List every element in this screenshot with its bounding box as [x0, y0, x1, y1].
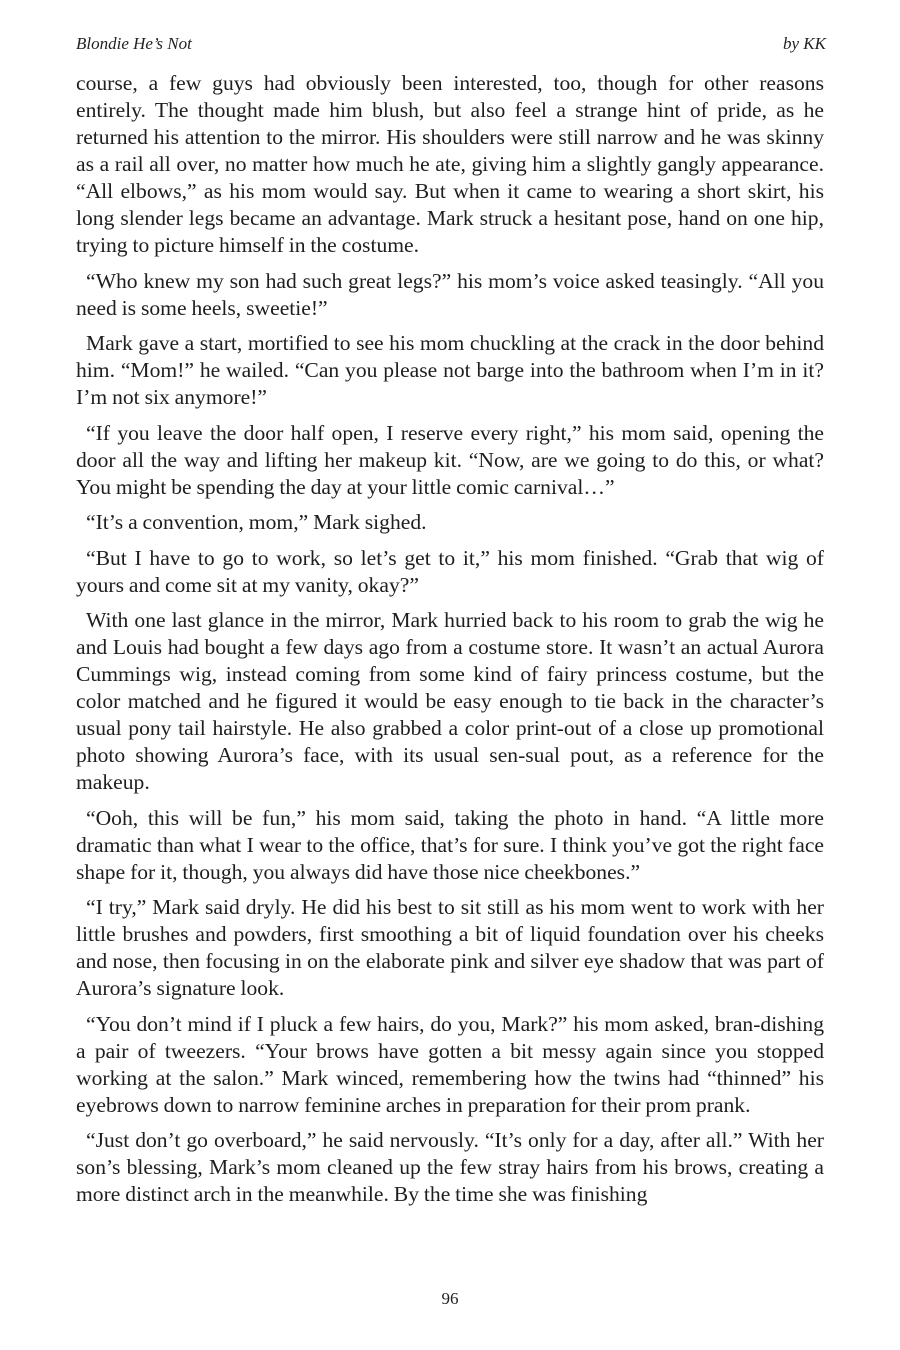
- paragraph: “I try,” Mark said dryly. He did his best to sit still as his mom went to work with her little brushes and powders, first smoothing a bit of liquid foundation over his cheeks and nose, then focusing in on the elaborate pink and silver eye shadow that was part of Aurora’s signature look.: [76, 895, 824, 1000]
- paragraph: “It’s a convention, mom,” Mark sighed.: [86, 510, 427, 534]
- paragraph: “Ooh, this will be fun,” his mom said, taking the photo in hand. “A little more dramatic than what I wear to the office, that’s for sure. I think you’ve got the right face shape for it, though, you always did have those nice cheekbones.”: [76, 805, 824, 884]
- paragraph: “If you leave the door half open, I reserve every right,” his mom said, opening the door all the way and lifting her makeup kit. “Now, are we going to do this, or what? You might be spending the day at your little comic carnival…”: [76, 420, 824, 499]
- running-header: [76, 34, 826, 58]
- book-title: Blondie He’s Not: [76, 34, 192, 53]
- paragraph: course, a few guys had obviously been interested, too, though for other reasons entirely. The thought made him blush, but also feel a strange hint of pride, as he returned his attention to the mirror. His shoulders were still narrow and he was skinny as a rail all over, no matter how much he ate, giving him a slightly gangly appearance. “All elbows,” as his mom would say. But when it came to wearing a short skirt, his long slender legs became an advantage. Mark struck a hesitant pose, hand on one hip, trying to picture himself in the costume.: [76, 71, 824, 257]
- page-body: [76, 70, 824, 1217]
- paragraph: “Just don’t go overboard,” he said nervously. “It’s only for a day, after all.” With her son’s blessing, Mark’s mom cleaned up the few stray hairs from his brows, creating a more distinct arch in the meanwhile. By the time she was finishing: [76, 1128, 824, 1206]
- author-credit: by KK: [783, 34, 826, 53]
- paragraph: “You don’t mind if I pluck a few hairs, do you, Mark?” his mom asked, bran-dishing a pair of tweezers. “Your brows have gotten a bit messy again since you stopped working at the salon.” Mark winced, remembering how the twins had “thinned” his eyebrows down to narrow feminine arches in preparation for their prom prank.: [76, 1011, 824, 1117]
- paragraph: “Who knew my son had such great legs?” his mom’s voice asked teasingly. “All you need is some heels, sweetie!”: [76, 268, 824, 320]
- paragraph: “But I have to go to work, so let’s get to it,” his mom finished. “Grab that wig of yours and come sit at my vanity, okay?”: [76, 545, 824, 597]
- paragraph: With one last glance in the mirror, Mark hurried back to his room to grab the wig he and Louis had bought a few days ago from a costume store. It wasn’t an actual Aurora Cummings wig, instead coming from some kind of fairy princess costume, but the color matched and he figured it would be easy enough to tie back in the character’s usual pony tail hairstyle. He also grabbed a color print-out of a close up promotional photo showing Aurora’s face, with its usual sen-sual pout, as a reference for the makeup.: [76, 608, 824, 794]
- paragraph: Mark gave a start, mortified to see his mom chuckling at the crack in the door behind him. “Mom!” he wailed. “Can you please not barge into the bathroom when I’m in it? I’m not six anymore!”: [76, 331, 824, 409]
- page-number: 96: [441, 1289, 459, 1308]
